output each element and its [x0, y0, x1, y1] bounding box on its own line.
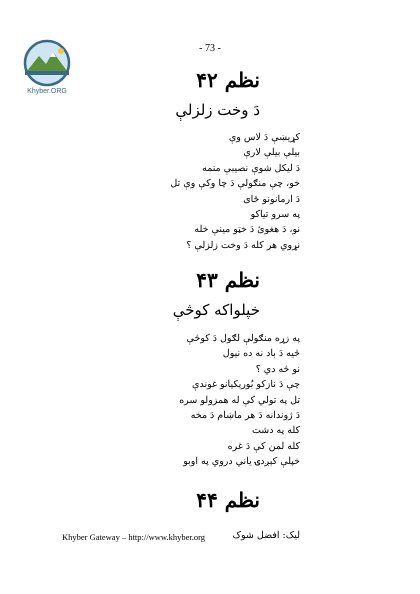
verse-line: بيلې بيلې لارې: [243, 147, 300, 159]
verse-line: په زړه منګولې لګول دَ کوڅې: [186, 333, 300, 344]
footer-source: Khyber Gateway – http://www.khyber.org: [62, 532, 206, 542]
verse-line: خپلې کېږدۍ ياني دروي په اوبو: [183, 456, 300, 468]
poem-title: نظم ۴۳: [196, 268, 260, 292]
logo-caption: Khyber.ORG: [27, 88, 67, 95]
verse-line: دَ ژوندانه دَ هر ماښام دَ مخه: [190, 410, 300, 422]
poem-subtitle: دَ وخت زلزلې: [175, 101, 260, 119]
verse-line: نړوي هر کله دَ وخت زلزلې ؟: [186, 239, 300, 251]
verse-line: چې دَ نازکو بُورېکيانو غوندې: [192, 379, 300, 391]
verse-line: څيه دَ باد نه ده نيول: [222, 348, 300, 360]
verse-line: په سرو تياکو: [250, 209, 300, 221]
verse-line: کله لمن کې دَ غره: [227, 440, 300, 452]
verse-line: دَ ارمانونو ځای: [243, 193, 300, 205]
poem-subtitle: خپلواکه کوڅې: [172, 301, 260, 319]
verse-line: تل په تولي کې له همزولو سره: [179, 394, 300, 406]
verse-line: نو، دَ هغوئ دَ خټو مينې خله: [194, 224, 300, 236]
page-number: - 73 -: [199, 43, 221, 54]
poem-title: نظم ۴۴: [196, 488, 260, 512]
verse-line: نو څه دي ؟: [255, 363, 300, 375]
footer-author: ليک: افضل شوک: [232, 530, 300, 541]
verse-line: کله په دشت: [251, 425, 300, 437]
verse-line: کړیښې دَ لاس وې: [228, 132, 300, 143]
poem-verses: [170, 130, 300, 253]
poem-title: نظم ۴۲: [196, 68, 260, 92]
verse-line: دَ ليکل شوې نصيبې منمه: [202, 162, 300, 174]
poem-verses: [179, 331, 300, 470]
verse-line: خو، چې منګولې دَ چا وکې وې تل: [170, 178, 300, 190]
khyber-logo-icon: [17, 38, 77, 88]
